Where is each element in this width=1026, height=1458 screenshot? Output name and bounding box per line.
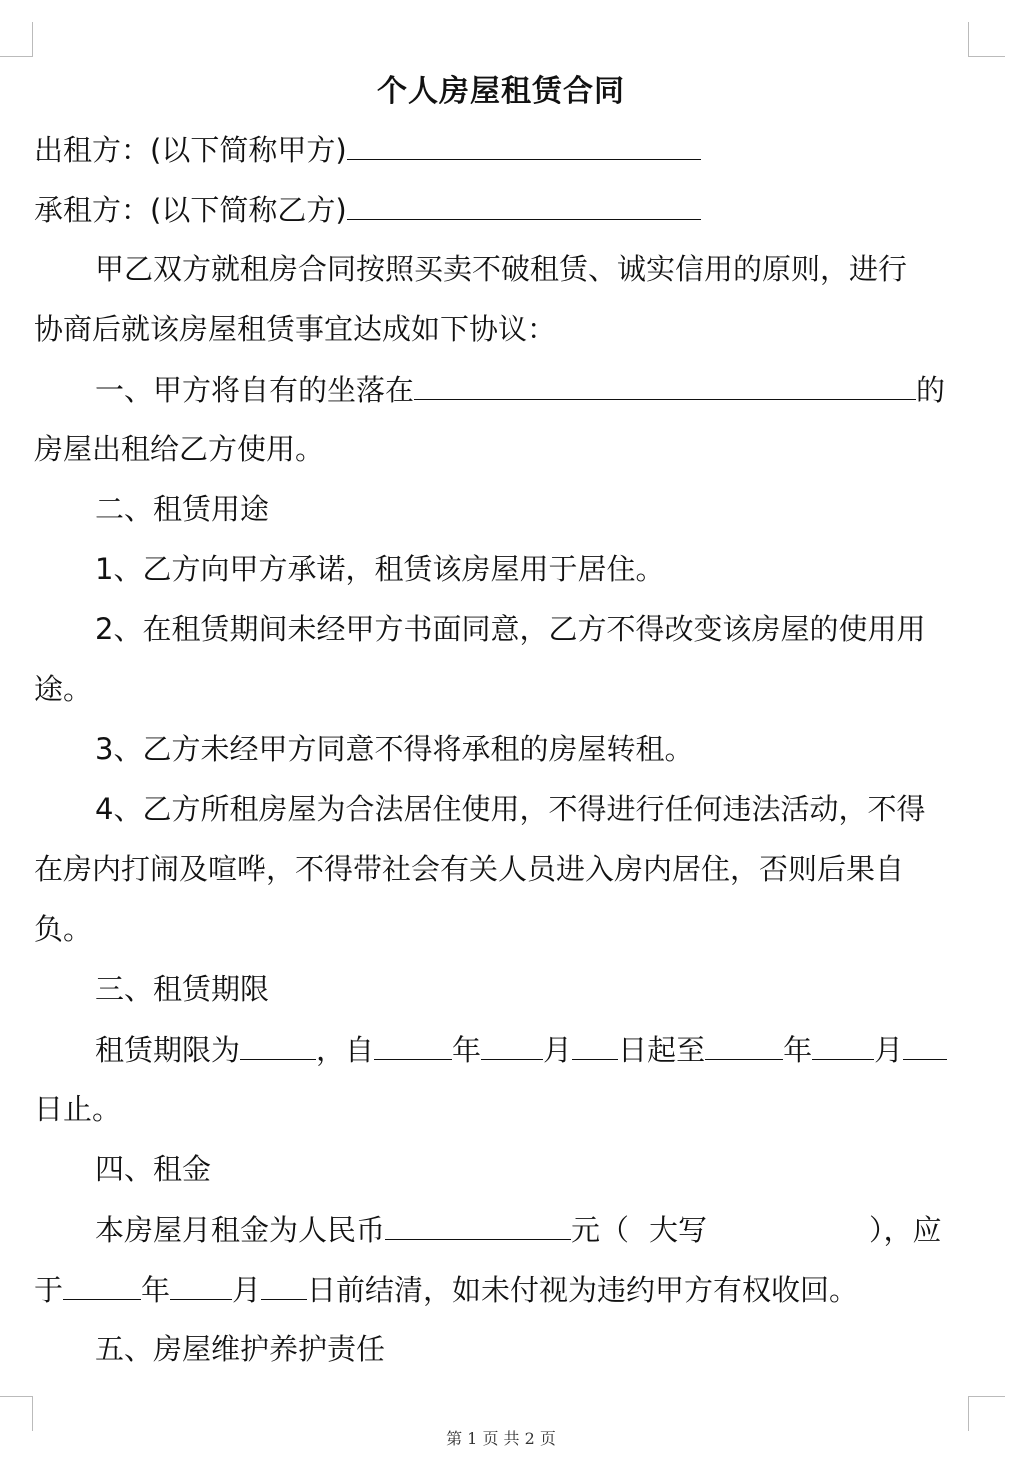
- term-day-until: 日起至: [618, 1033, 706, 1067]
- lessee-blank: [347, 187, 701, 220]
- section2-item-3: 3、乙方未经甲方同意不得将承租的房屋转租。: [95, 732, 694, 766]
- rent-capital-label: 大写: [649, 1213, 708, 1247]
- term-month-2: 月: [874, 1033, 904, 1067]
- rent-amount-blank: [385, 1207, 571, 1240]
- lessee-label: 承租方：(以下简称乙方): [34, 193, 347, 227]
- start-year-blank: [374, 1027, 452, 1060]
- section4-rent-line: [95, 1207, 969, 1251]
- pay-month: 月: [232, 1273, 262, 1307]
- footer-post: 页: [539, 1429, 556, 1448]
- section4-heading: 四、租金: [95, 1152, 212, 1186]
- crop-mark-top-left: [0, 22, 33, 57]
- section2-item-1: 1、乙方向甲方承诺，租赁该房屋用于居住。: [95, 552, 665, 586]
- pay-year-blank: [63, 1267, 141, 1300]
- end-year-blank: [705, 1027, 783, 1060]
- crop-mark-top-right: [968, 22, 1005, 57]
- section1-line-2: 房屋出租给乙方使用。: [34, 432, 325, 466]
- footer-mid: 页 共: [482, 1429, 520, 1448]
- intro-line-1: 甲乙双方就租房合同按照买卖不破租赁、诚实信用的原则，进行: [95, 252, 908, 286]
- term-from: ，自: [316, 1033, 375, 1067]
- section2-item-2-line-2: 途。: [34, 672, 93, 706]
- end-day-blank: [903, 1027, 947, 1060]
- pay-year: 年: [141, 1273, 171, 1307]
- term-year-2: 年: [783, 1033, 813, 1067]
- section2-heading: 二、租赁用途: [95, 492, 270, 526]
- section2-item-2-line-1: 2、在租赁期间未经甲方书面同意，乙方不得改变该房屋的使用用: [95, 612, 926, 646]
- pay-day-blank: [261, 1267, 307, 1300]
- term-year: 年: [452, 1033, 482, 1067]
- term-label: 租赁期限为: [95, 1033, 241, 1067]
- start-month-blank: [481, 1027, 543, 1060]
- term-blank: [240, 1027, 316, 1060]
- section3-line-2: 日止。: [34, 1092, 122, 1126]
- footer-pre: 第: [446, 1429, 463, 1448]
- page-footer: [0, 1426, 1002, 1449]
- section1-de: 的: [916, 373, 946, 407]
- section2-item-4-line-1: 4、乙方所租房屋为合法居住使用，不得进行任何违法活动，不得: [95, 792, 926, 826]
- rent-yuan: 元（: [571, 1213, 630, 1247]
- rent-close: ），应: [869, 1213, 942, 1247]
- section2-item-4-line-2: 在房内打闹及喧哗，不得带社会有关人员进入房内居住，否则后果自: [34, 852, 905, 886]
- term-month: 月: [543, 1033, 573, 1067]
- section2-item-4-line-3: 负。: [34, 912, 93, 946]
- start-day-blank: [572, 1027, 618, 1060]
- pay-yu: 于: [34, 1273, 64, 1307]
- lessor-line: [34, 127, 969, 171]
- section1-text: 一、甲方将自有的坐落在: [95, 373, 415, 407]
- address-blank: [414, 367, 916, 400]
- section3-heading: 三、租赁期限: [95, 972, 270, 1006]
- footer-page-number: 1: [467, 1429, 478, 1448]
- lessee-line: [34, 187, 969, 231]
- footer-total-pages: 2: [524, 1429, 535, 1448]
- section4-line-2: [34, 1267, 969, 1311]
- pay-rest: 日前结清，如未付视为违约甲方有权收回。: [307, 1273, 859, 1307]
- section1-line-1: [95, 367, 969, 411]
- lessor-label: 出租方：(以下简称甲方): [34, 133, 347, 167]
- intro-line-2: 协商后就该房屋租赁事宜达成如下协议：: [34, 312, 557, 346]
- lessor-blank: [347, 127, 701, 160]
- document-title: 个人房屋租赁合同: [377, 74, 625, 109]
- end-month-blank: [812, 1027, 874, 1060]
- rent-label: 本房屋月租金为人民币: [95, 1213, 386, 1247]
- pay-month-blank: [170, 1267, 232, 1300]
- section5-heading: 五、房屋维护养护责任: [95, 1332, 386, 1366]
- section3-term-line: [95, 1027, 969, 1071]
